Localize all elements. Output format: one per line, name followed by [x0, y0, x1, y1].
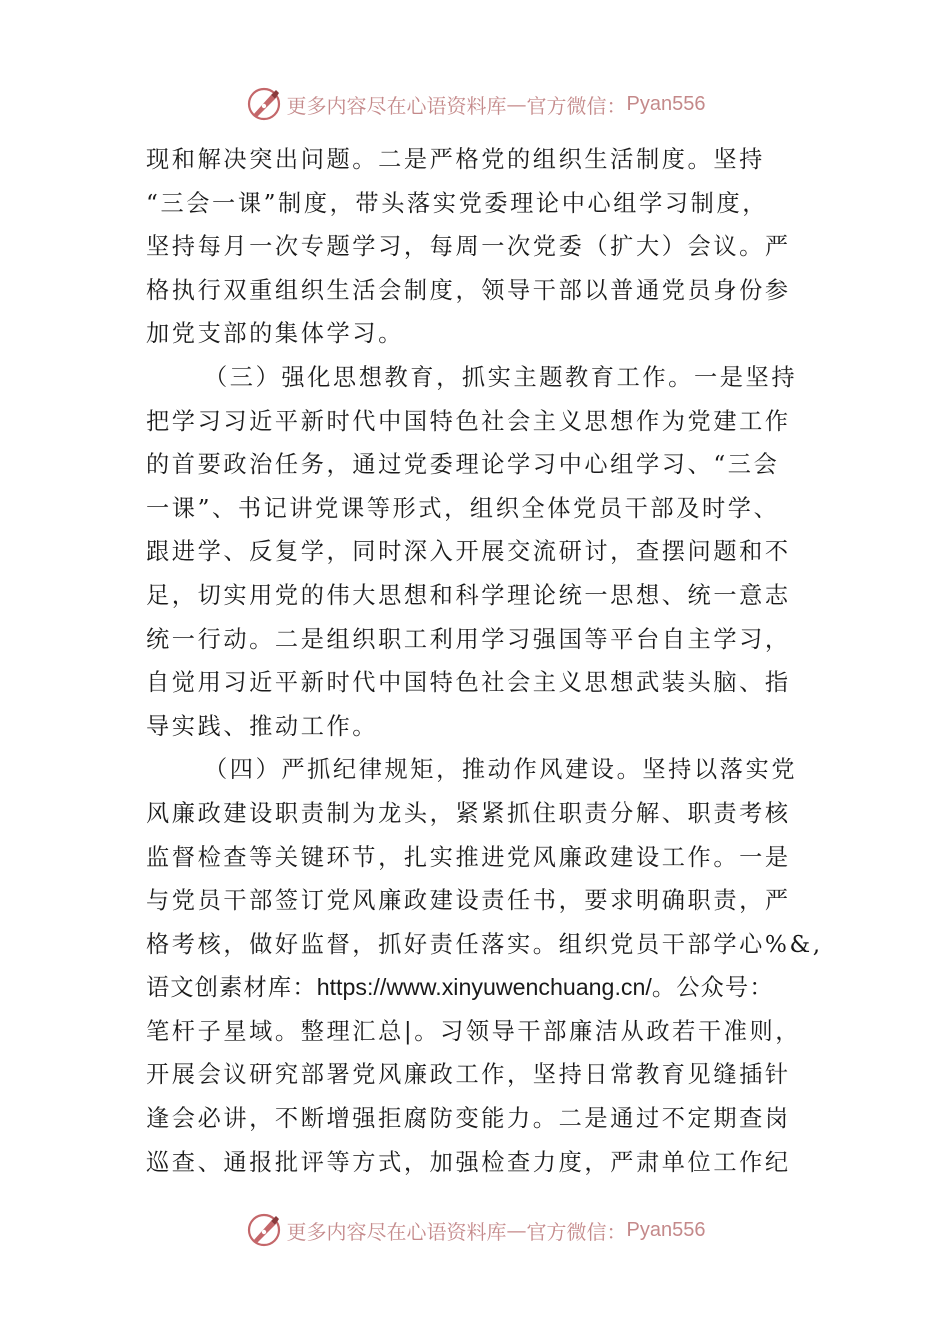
text-line: 足，切实用党的伟大思想和科学理论统一思想、统一意志 — [146, 581, 791, 609]
text-line: 监督检查等关键环节，扎实推进党风廉政建设工作。一是 — [146, 843, 791, 871]
footer-banner-title: 更多内容尽在心语资料库 — [286, 1219, 507, 1244]
footer-banner-label: 官方微信： — [526, 1219, 627, 1244]
section-heading-line: （三）强化思想教育，抓实主题教育工作。一是坚持 — [204, 363, 798, 391]
document-body — [146, 138, 823, 1184]
header-banner-title: 更多内容尽在心语资料库 — [286, 93, 507, 118]
text-line: 跟进学、反复学，同时深入开展交流研讨，查摆问题和不 — [146, 538, 791, 566]
header-banner — [0, 84, 950, 124]
header-banner-id: Pyan556 — [626, 92, 706, 115]
text-line: 一课”、书记讲党课等形式，组织全体党员干部及时学、 — [146, 494, 780, 522]
text-line: 坚持每月一次专题学习，每周一次党委（扩大）会议。严 — [146, 233, 791, 261]
footer-banner-dash: — — [506, 1218, 527, 1242]
pen-nib-logo-icon — [245, 1211, 283, 1249]
text-line: 统一行动。二是组织职工利用学习强国等平台自主学习， — [146, 625, 791, 653]
text-line: 把学习习近平新时代中国特色社会主义思想作为党建工作 — [146, 407, 791, 435]
website-url: https://www.xinyuwenchuang.cn/ — [316, 974, 652, 1001]
text-segment: 。公众号： — [651, 974, 774, 1002]
section-heading-line: （四）严抓纪律规矩，推动作风建设。坚持以落实党 — [204, 756, 798, 784]
text-line: 风廉政建设职责制为龙头，紧紧抓住职责分解、职责考核 — [146, 799, 791, 827]
text-line: 开展会议研究部署党风廉政工作，坚持日常教育见缝插针 — [146, 1061, 791, 1089]
footer-banner — [0, 1210, 950, 1250]
header-banner-dash: — — [506, 92, 527, 116]
text-line: 笔杆子星域。整理汇总|。习领导干部廉洁从政若干准则， — [146, 1017, 802, 1045]
text-line-with-url — [146, 966, 806, 1010]
text-segment: 语文创素材库： — [146, 974, 317, 1002]
text-line: 逢会必讲，不断增强拒腐防变能力。二是通过不定期查岗 — [146, 1105, 791, 1133]
text-line: 格执行双重组织生活会制度，领导干部以普通党员身份参 — [146, 276, 791, 304]
text-line: 与党员干部签订党风廉政建设责任书，要求明确职责，严 — [146, 887, 791, 915]
text-line: 格考核，做好监督，抓好责任落实。组织党员干部学心%&, — [146, 930, 823, 958]
text-line: 的首要政治任务，通过党委理论学习中心组学习、“三会 — [146, 451, 780, 479]
text-line: 巡查、通报批评等方式，加强检查力度，严肃单位工作纪 — [146, 1148, 791, 1176]
text-line: 导实践、推动工作。 — [146, 712, 379, 740]
text-line: 自觉用习近平新时代中国特色社会主义思想武装头脑、指 — [146, 669, 791, 697]
footer-banner-id: Pyan556 — [626, 1218, 706, 1241]
text-line: 现和解决突出问题。二是严格党的组织生活制度。坚持 — [146, 146, 765, 173]
text-line: “三会一课”制度，带头落实党委理论中心组学习制度， — [146, 189, 769, 217]
header-banner-label: 官方微信： — [526, 93, 627, 118]
text-line: 加党支部的集体学习。 — [146, 320, 404, 348]
pen-nib-logo-icon — [245, 85, 283, 123]
